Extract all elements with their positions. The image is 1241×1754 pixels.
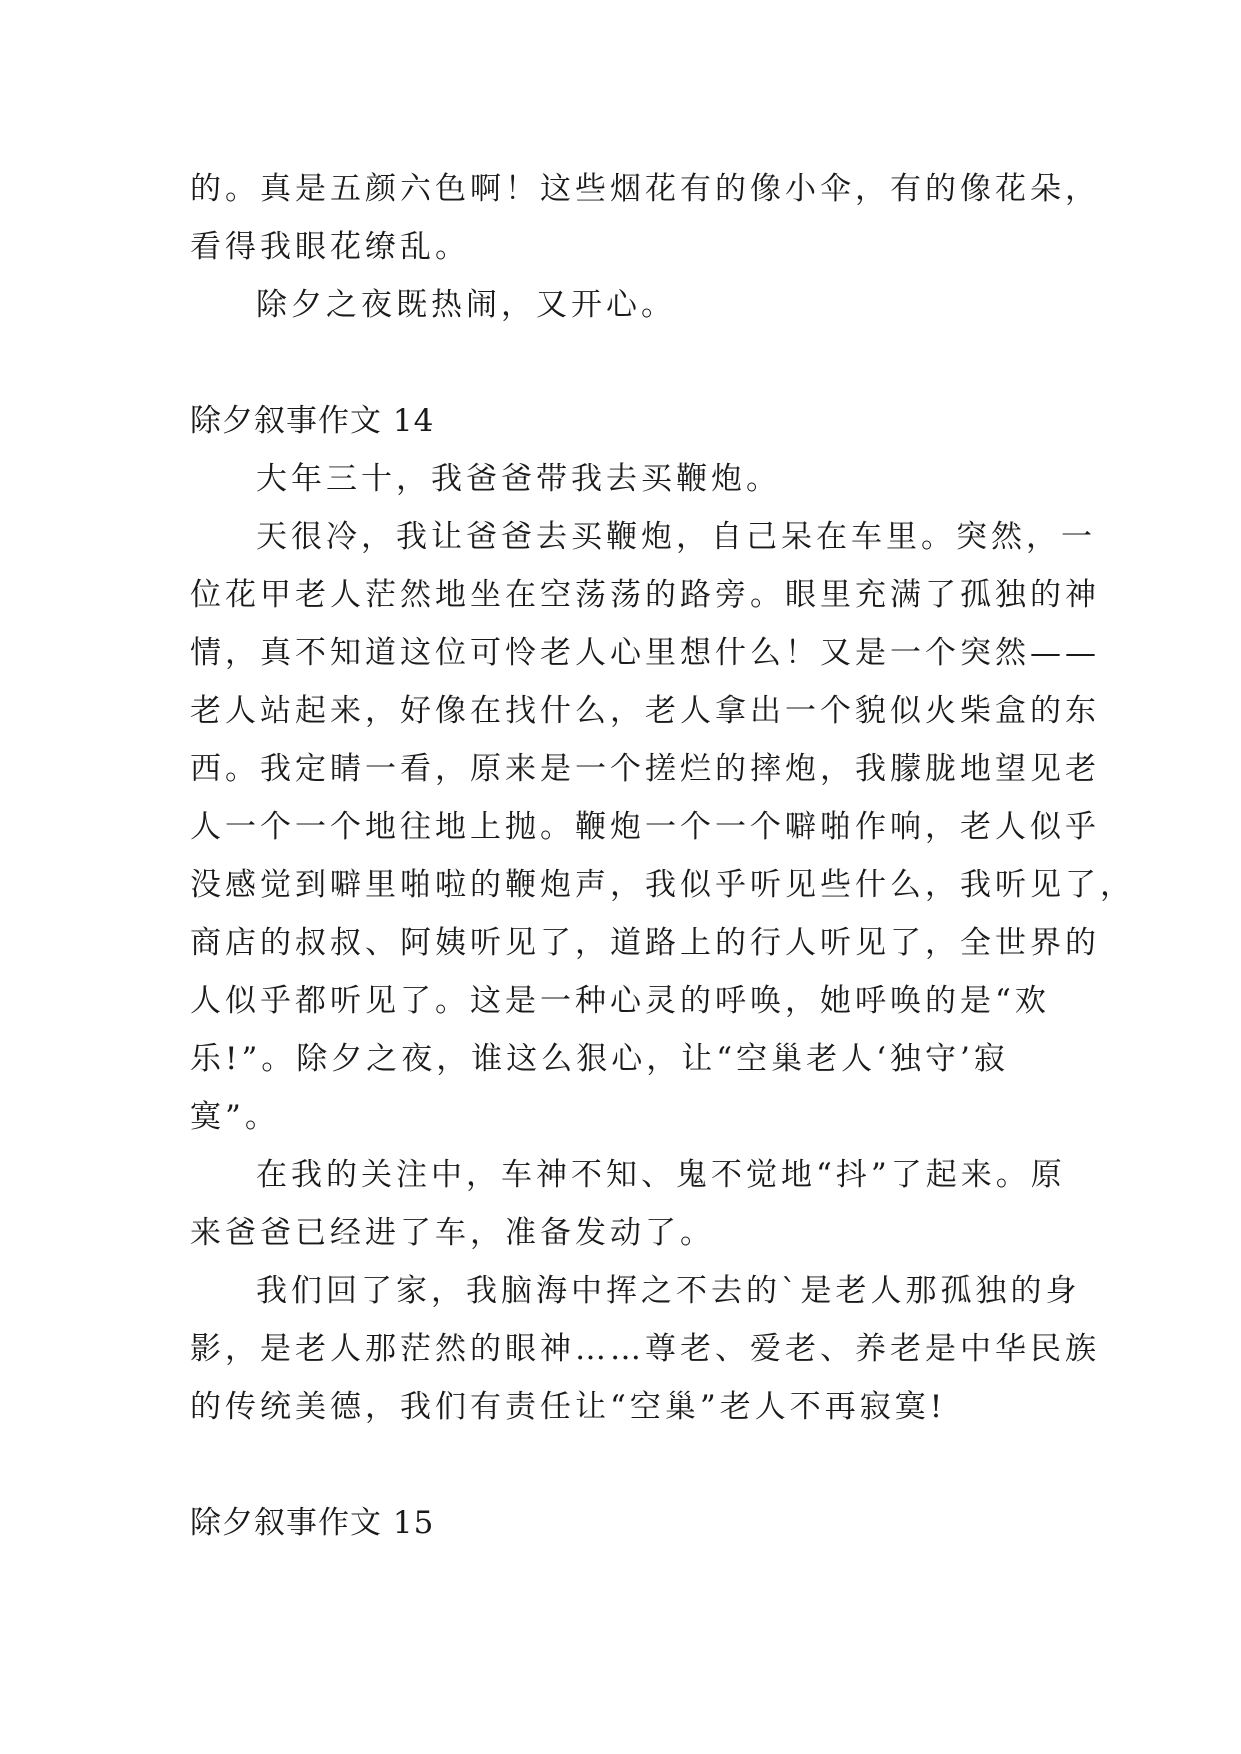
text-line: 位花甲老人茫然地坐在空荡荡的路旁。眼里充满了孤独的神 xyxy=(190,577,1100,613)
paragraph xyxy=(190,508,1135,1146)
text-line: 人似乎都听见了。这是一种心灵的呼唤，她呼唤的是“欢 xyxy=(190,983,1050,1019)
text-line: 寞”。 xyxy=(190,1099,280,1135)
text-line: 乐!”。除夕之夜，谁这么狠心，让“空巢老人‘独守’寂 xyxy=(190,1041,1009,1077)
text-line: 老人站起来，好像在找什么，老人拿出一个貌似火柴盒的东 xyxy=(190,693,1100,729)
text-line: 没感觉到噼里啪啦的鞭炮声，我似乎听见些什么，我听见了， xyxy=(190,867,1135,903)
essay-title: 除夕叙事作文 14 xyxy=(190,403,435,439)
paragraph xyxy=(190,276,1050,334)
text-line: 西。我定睛一看，原来是一个搓烂的摔炮，我朦胧地望见老 xyxy=(190,751,1100,787)
text-line: 商店的叔叔、阿姨听见了，道路上的行人听见了，全世界的 xyxy=(190,925,1100,961)
text-line: 除夕之夜既热闹，又开心。 xyxy=(256,287,676,323)
text-line: 看得我眼花缭乱。 xyxy=(190,229,470,265)
text-line: 来爸爸已经进了车，准备发动了。 xyxy=(190,1215,715,1251)
essay-title: 除夕叙事作文 15 xyxy=(190,1505,435,1541)
spacer xyxy=(190,1436,1050,1494)
text-line: 影，是老人那茫然的眼神……尊老、爱老、养老是中华民族 xyxy=(190,1331,1100,1367)
paragraph xyxy=(190,1146,1066,1262)
text-line: 情，真不知道这位可怜老人心里想什么！又是一个突然—— xyxy=(190,635,1100,671)
text-line: 的传统美德，我们有责任让“空巢”老人不再寂寞! xyxy=(190,1389,947,1425)
paragraph xyxy=(190,160,1100,276)
text-line: 人一个一个地往地上抛。鞭炮一个一个噼啪作响，老人似乎 xyxy=(190,809,1100,845)
text-line: 天很冷，我让爸爸去买鞭炮，自己呆在车里。突然，一 xyxy=(256,519,1096,555)
spacer xyxy=(190,334,1050,392)
text-line: 在我的关注中，车神不知、鬼不觉地“抖”了起来。原 xyxy=(256,1157,1066,1193)
text-line: 大年三十，我爸爸带我去买鞭炮。 xyxy=(256,461,781,497)
paragraph xyxy=(190,450,1050,508)
text-line: 的。真是五颜六色啊！这些烟花有的像小伞，有的像花朵， xyxy=(190,171,1100,207)
text-line: 我们回了家，我脑海中挥之不去的`是老人那孤独的身 xyxy=(256,1273,1081,1309)
paragraph xyxy=(190,1262,1100,1436)
document-page xyxy=(190,160,1135,1552)
